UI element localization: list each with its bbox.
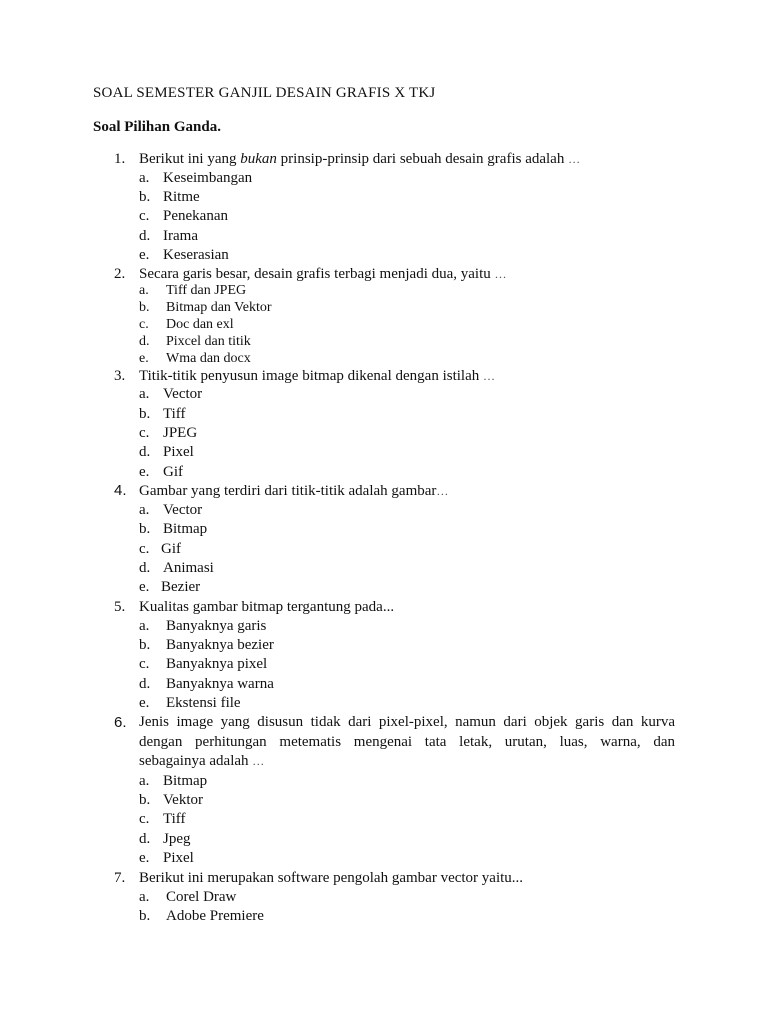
question-line: sebagainya adalah … (139, 753, 266, 769)
question-number: 2. (114, 266, 126, 282)
section-title: Soal Pilihan Ganda. (93, 119, 221, 135)
question-text: Gambar yang terdiri dari titik-titik adalah gambar… (139, 483, 450, 499)
question-line: dengan perhitungan metematis mengenai tata letak, urutan, luas, warna, dan (139, 733, 675, 750)
question-line: Jenis image yang disusun tidak dari pixel-pixel, namun dari objek garis dan kurva (139, 714, 675, 730)
question-number: 7. (114, 870, 126, 886)
question-text (139, 713, 675, 772)
question-text: Titik-titik penyusun image bitmap dikenal dengan istilah … (139, 368, 496, 384)
question-number: 6. (114, 714, 127, 731)
question-emphasis: bukan (240, 151, 277, 167)
question-number: 4. (114, 482, 127, 499)
question-text: Kualitas gambar bitmap tergantung pada... (139, 599, 395, 615)
document-title: SOAL SEMESTER GANJIL DESAIN GRAFIS X TKJ (93, 85, 436, 101)
question-number: 3. (114, 368, 126, 384)
question-text: Berikut ini yang bukan prinsip-prinsip dari sebuah desain grafis adalah … (139, 151, 582, 167)
question-text: Berikut ini merupakan software pengolah gambar vector yaitu... (139, 870, 524, 886)
question-number: 1. (114, 151, 126, 167)
question-text: Secara garis besar, desain grafis terbagi menjadi dua, yaitu … (139, 266, 508, 282)
question-list: 1. Berikut ini yang bukan prinsip-prinsip dari sebuah desain grafis adalah … a. Keseimbangan b. Ritme c. Penekanan d. Irama e. Keserasian 2. Secara garis besar, desain grafis terbagi menjadi dua, yaitu … a. Tiff dan JPEG b. Bitmap dan Vektor c. Doc dan exl d. Pixcel dan titik e. Wma dan docx 3. Titik-titik penyusun image bitmap dikenal dengan istilah … a. Vector b. Tiff c. JPEG d. Pixel e. Gif 4. Gambar yang terdiri dari titik-titik adalah gambar… a. Vector b. Bitmap c. Gif d. Animasi e. Bezier 5. Kualitas gambar bitmap tergantung pada... a. Banyaknya garis b. Banyaknya bezier c. Banyaknya pixel d. Banyaknya warna e. Ekstensi file 6. Jenis image yang disusun tidak dari pixel-pixel, namun dari objek garis dan kurva dengan perhitungan metematis mengenai tata letak, urutan, luas, warna, dan sebagainya adalah … a. Bitmap b. Vektor c. Tiff d. Jpeg e. Pixel 7. Berikut ini merupakan software pengolah gambar vector yaitu... a. Corel Draw b. Adobe Premiere (114, 151, 675, 924)
question-number: 5. (114, 599, 126, 615)
